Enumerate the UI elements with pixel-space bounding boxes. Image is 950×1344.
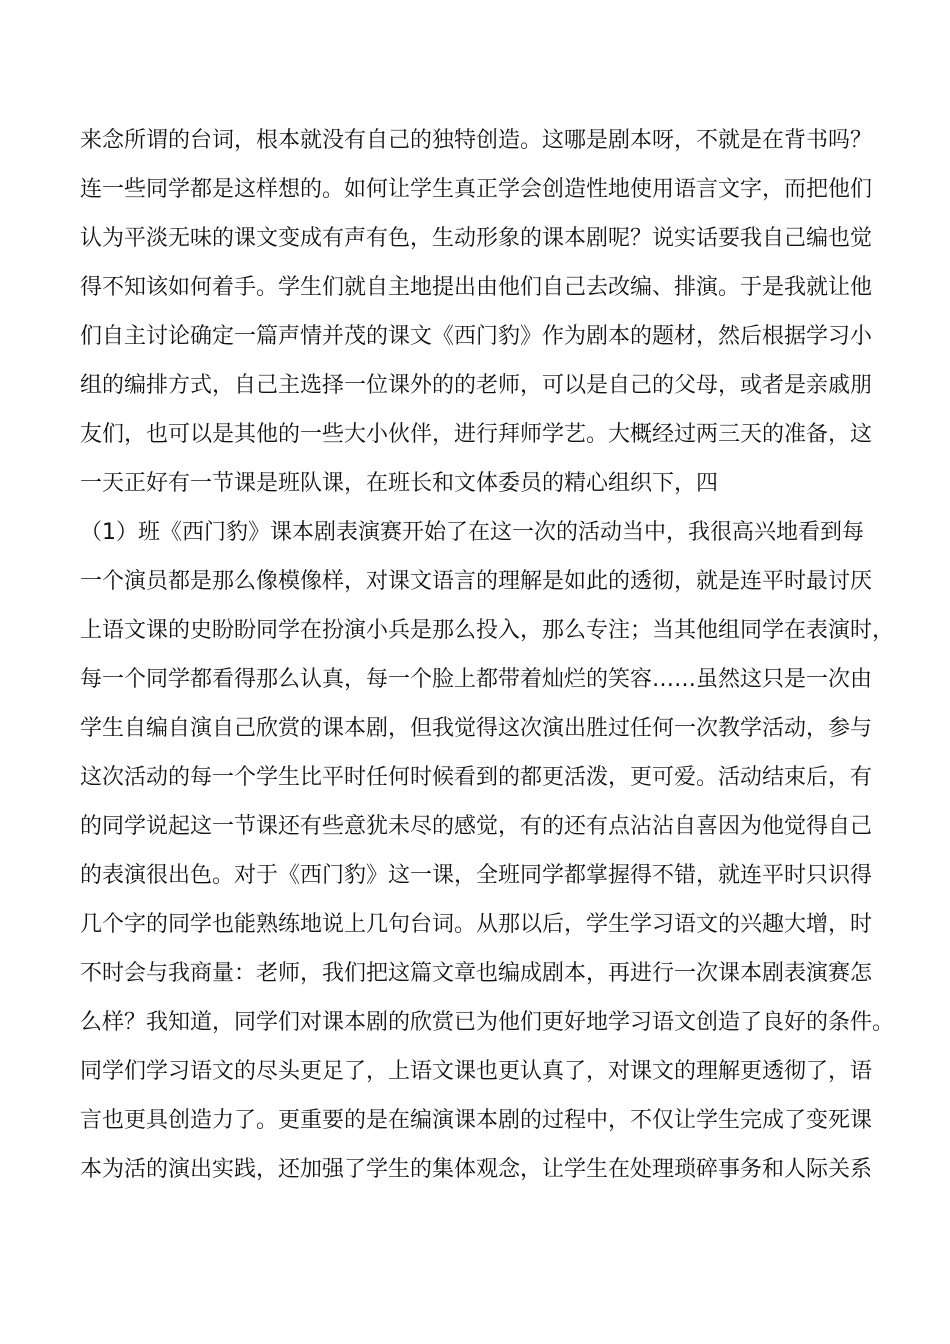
text-line: 连一些同学都是这样想的。如何让学生真正学会创造性地使用语言文字，而把他们 bbox=[80, 177, 873, 202]
text-line: 每一个同学都看得那么认真，每一个脸上都带着灿烂的笑容……虽然这只是一次由 bbox=[80, 667, 873, 692]
text-line: 得不知该如何着手。学生们就自主地提出由他们自己去改编、排演。于是我就让他 bbox=[80, 275, 873, 300]
text-line: 么样？我知道，同学们对课本剧的欣赏已为他们更好地学习语文创造了良好的条件。 bbox=[80, 1010, 895, 1035]
text-line: 组的编排方式，自己主选择一位课外的的老师，可以是自己的父母，或者是亲戚朋 bbox=[80, 373, 873, 398]
text-line: 一天正好有一节课是班队课，在班长和文体委员的精心组织下，四 bbox=[80, 471, 719, 496]
text-line: 一个演员都是那么像模像样，对课文语言的理解是如此的透彻，就是连平时最讨厌 bbox=[80, 569, 873, 594]
text-line: 同学们学习语文的尽头更足了，上语文课也更认真了，对课文的理解更透彻了，语 bbox=[80, 1059, 873, 1084]
text-line: 言也更具创造力了。更重要的是在编演课本剧的过程中，不仅让学生完成了变死课 bbox=[80, 1108, 873, 1133]
text-line: 们自主讨论确定一篇声情并茂的课文《西门豹》作为剧本的题材，然后根据学习小 bbox=[80, 324, 873, 349]
text-line: 认为平淡无味的课文变成有声有色，生动形象的课本剧呢？说实话要我自己编也觉 bbox=[80, 226, 873, 251]
text-line: 的同学说起这一节课还有些意犹未尽的感觉，有的还有点沾沾自喜因为他觉得自己 bbox=[80, 814, 873, 839]
text-line: 不时会与我商量：老师，我们把这篇文章也编成剧本，再进行一次课本剧表演赛怎 bbox=[80, 961, 873, 986]
body-text bbox=[80, 116, 910, 1194]
text-line: 上语文课的史盼盼同学在扮演小兵是那么投入，那么专注；当其他组同学在表演时， bbox=[80, 618, 895, 643]
text-line: 这次活动的每一个学生比平时任何时候看到的都更活泼，更可爱。活动结束后，有 bbox=[80, 765, 873, 790]
text-line: 本为活的演出实践，还加强了学生的集体观念，让学生在处理琐碎事务和人际关系 bbox=[80, 1157, 873, 1182]
text-line: 的表演很出色。对于《西门豹》这一课，全班同学都掌握得不错，就连平时只识得 bbox=[80, 863, 873, 888]
text-line: 来念所谓的台词，根本就没有自己的独特创造。这哪是剧本呀，不就是在背书吗？ bbox=[80, 128, 873, 153]
text-line: 学生自编自演自己欣赏的课本剧，但我觉得这次演出胜过任何一次教学活动，参与 bbox=[80, 716, 873, 741]
text-line: （1）班《西门豹》课本剧表演赛开始了在这一次的活动当中，我很高兴地看到每 bbox=[80, 520, 864, 545]
text-line: 几个字的同学也能熟练地说上几句台词。从那以后，学生学习语文的兴趣大增，时 bbox=[80, 912, 873, 937]
text-line: 友们，也可以是其他的一些大小伙伴，进行拜师学艺。大概经过两三天的准备，这 bbox=[80, 422, 873, 447]
